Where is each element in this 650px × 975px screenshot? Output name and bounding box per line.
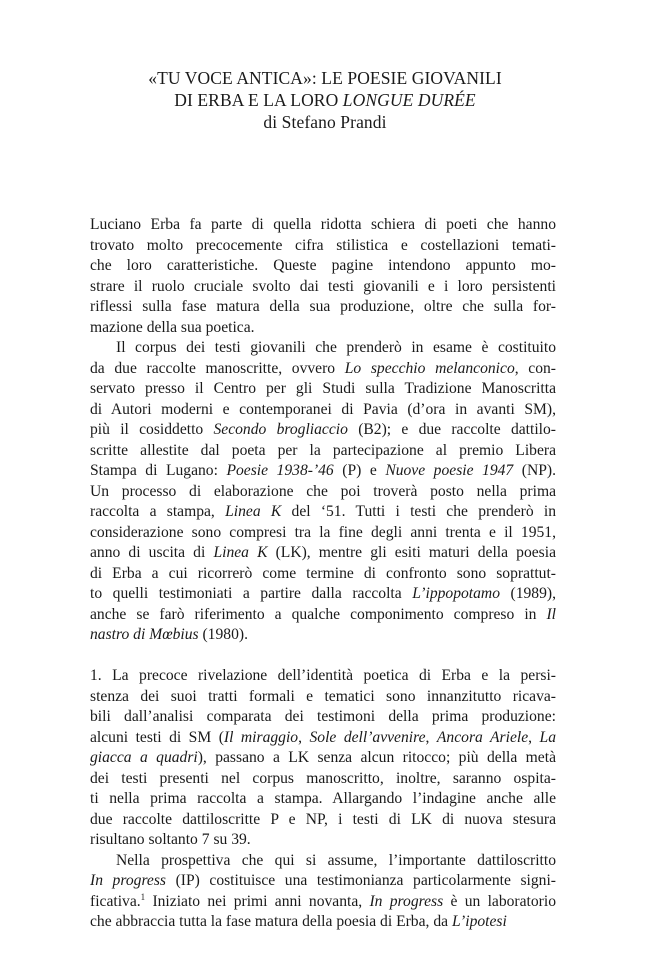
text-segment: Stampa di Lugano: bbox=[90, 462, 227, 479]
text-line bbox=[90, 912, 556, 933]
text-line bbox=[90, 851, 556, 872]
text-segment: Luciano Erba fa parte di quella ridotta schiera di poeti che hanno bbox=[90, 216, 556, 233]
text-segment: (1989), bbox=[500, 585, 556, 602]
text-segment: to quelli testimoniati a partire dalla raccolta bbox=[90, 585, 413, 602]
italic-text: In progress bbox=[369, 892, 444, 910]
italic-text: In progress bbox=[90, 872, 166, 889]
text-line bbox=[90, 605, 556, 626]
text-line bbox=[90, 543, 556, 564]
text-segment: ti nella prima raccolta a stampa. Allargando l’indagine anche alle bbox=[90, 790, 556, 807]
text-segment: considerazione sono compresi tra la fine degli anni trenta e il 1951, bbox=[90, 523, 556, 541]
text-segment: Iniziato nei primi anni novanta, bbox=[145, 892, 370, 910]
italic-text: Il miraggio bbox=[223, 728, 299, 746]
text-line bbox=[90, 215, 556, 236]
italic-text: Sole dell’avvenire bbox=[309, 728, 426, 746]
text-line bbox=[90, 297, 556, 318]
italic-text: giacca a quadri bbox=[90, 749, 198, 766]
text-segment: , bbox=[528, 728, 540, 746]
text-line bbox=[90, 400, 556, 421]
italic-text: Poesie 1938-’46 bbox=[226, 462, 334, 479]
text-segment: ficativa. bbox=[90, 892, 141, 910]
text-line bbox=[90, 584, 556, 605]
text-segment: che loro caratteristiche. Queste pagine intendono appunto mo- bbox=[90, 257, 556, 274]
text-segment: risultano soltanto 7 su 39. bbox=[90, 831, 251, 848]
text-line bbox=[90, 256, 556, 277]
text-segment: riflessi sulla fase matura della sua produzione, oltre che sulla for- bbox=[90, 298, 556, 315]
text-segment: scritte allestite dal poeta per la partecipazione al premio Libera bbox=[90, 441, 556, 459]
text-line bbox=[90, 666, 556, 687]
text-line bbox=[90, 871, 556, 892]
text-line bbox=[90, 810, 556, 831]
text-segment: strare il ruolo cruciale svolto dai testi giovanili e i loro persistenti bbox=[90, 277, 556, 295]
text-segment: , con- bbox=[514, 359, 557, 377]
italic-text: Nuove poesie 1947 bbox=[385, 462, 514, 479]
text-line bbox=[90, 707, 556, 728]
text-line bbox=[90, 789, 556, 810]
italic-text: nastro di Mœbius bbox=[90, 626, 199, 643]
text-segment: è un laboratorio bbox=[443, 892, 557, 910]
text-segment: dei testi presenti nel corpus manoscritto, inoltre, saranno ospita- bbox=[90, 769, 556, 787]
text-segment: , bbox=[298, 728, 310, 746]
paragraph bbox=[90, 215, 556, 338]
text-segment: Il corpus dei testi giovanili che prenderò in esame è costituito bbox=[116, 339, 556, 356]
title-line-1: «TU VOCE ANTICA»: LE POESIE GIOVANILI bbox=[148, 68, 502, 88]
text-segment: servato presso il Centro per gli Studi sulla Tradizione Manoscritta bbox=[90, 380, 556, 397]
text-line bbox=[90, 687, 556, 708]
title-line-2 bbox=[90, 89, 560, 111]
text-segment: (B2); e due raccolte dattilo- bbox=[347, 421, 556, 438]
text-segment: 1. La precoce rivelazione dell’identità poetica di Erba e la persi- bbox=[90, 667, 556, 684]
text-segment: che abbraccia tutta la fase matura della poesia di Erba, da bbox=[90, 913, 452, 930]
italic-text: La bbox=[539, 728, 556, 746]
text-line bbox=[90, 748, 556, 769]
text-segment: (LK), mentre gli esiti maturi della poesia bbox=[267, 544, 556, 561]
title-line-2-text: DI ERBA E LA LORO bbox=[174, 90, 343, 110]
text-segment: più il cosiddetto bbox=[90, 421, 214, 438]
text-segment: raccolta a stampa, bbox=[90, 503, 226, 520]
article-title-block bbox=[90, 67, 560, 133]
text-segment: bili dall’analisi comparata dei testimoni della prima produzione: bbox=[90, 708, 556, 725]
text-segment: del ‘51. Tutti i testi che prenderò in bbox=[281, 503, 556, 520]
text-line bbox=[90, 728, 556, 749]
text-segment: alcuni testi di SM ( bbox=[90, 728, 224, 746]
title-line-2-italic: LONGUE DURÉE bbox=[342, 90, 476, 110]
text-line bbox=[90, 830, 556, 851]
italic-text: Secondo brogliaccio bbox=[213, 421, 348, 438]
text-segment: anche se farò riferimento a qualche componimento compreso in bbox=[90, 605, 547, 623]
text-segment: di Erba a cui ricorrerò come termine di confronto sono soprattut- bbox=[90, 564, 556, 582]
text-line bbox=[90, 769, 556, 790]
text-line bbox=[90, 318, 556, 339]
italic-text: L’ipotesi bbox=[451, 913, 507, 930]
article-body bbox=[90, 215, 556, 933]
paragraph-gap bbox=[90, 646, 556, 667]
text-line bbox=[90, 359, 556, 380]
text-segment: ), passano a LK senza alcun ritocco; più della metà bbox=[197, 749, 556, 766]
text-segment: (IP) costituisce una testimonianza particolarmente signi- bbox=[166, 872, 556, 889]
text-line bbox=[90, 420, 556, 441]
text-line bbox=[90, 277, 556, 298]
text-line bbox=[90, 338, 556, 359]
text-line bbox=[90, 441, 556, 462]
text-segment: stenza dei suoi tratti formali e tematici sono innanzitutto ricava- bbox=[90, 687, 556, 705]
text-segment: anno di uscita di bbox=[90, 544, 214, 561]
italic-text: Ancora Ariele bbox=[436, 728, 529, 746]
paragraph bbox=[90, 666, 556, 851]
text-segment: trovato molto precocemente cifra stilistica e costellazioni temati- bbox=[90, 236, 556, 254]
text-segment: (1980). bbox=[198, 626, 248, 643]
text-line bbox=[90, 482, 556, 503]
paragraph bbox=[90, 338, 556, 646]
italic-text: Lo specchio melanconico bbox=[344, 359, 515, 377]
text-segment: Nella prospettiva che qui si assume, l’importante dattiloscritto bbox=[116, 851, 556, 869]
italic-text: Linea K bbox=[213, 544, 268, 561]
text-segment: mazione della sua poetica. bbox=[90, 318, 255, 336]
text-segment: da due raccolte manoscritte, ovvero bbox=[90, 359, 345, 377]
author-byline: di Stefano Prandi bbox=[263, 112, 387, 132]
text-segment: (P) e bbox=[333, 462, 386, 479]
text-line bbox=[90, 892, 556, 913]
footnote-marker: 1 bbox=[140, 891, 146, 902]
text-line bbox=[90, 379, 556, 400]
text-line bbox=[90, 523, 556, 544]
text-segment: di Autori moderni e contemporanei di Pavia (d’ora in avanti SM), bbox=[90, 400, 556, 418]
text-segment: (NP). bbox=[513, 462, 556, 479]
text-line bbox=[90, 236, 556, 257]
paragraph bbox=[90, 851, 556, 933]
text-line bbox=[90, 502, 556, 523]
italic-text: Il bbox=[546, 605, 556, 623]
text-segment: due raccolte dattiloscritte P e NP, i testi di LK di nuova stesura bbox=[90, 810, 556, 828]
text-line bbox=[90, 461, 556, 482]
text-segment: , bbox=[425, 728, 437, 746]
text-line bbox=[90, 625, 556, 646]
text-segment: Un processo di elaborazione che poi troverà posto nella prima bbox=[90, 482, 556, 500]
text-line bbox=[90, 564, 556, 585]
italic-text: Linea K bbox=[225, 503, 282, 520]
italic-text: L’ippopotamo bbox=[412, 585, 500, 602]
